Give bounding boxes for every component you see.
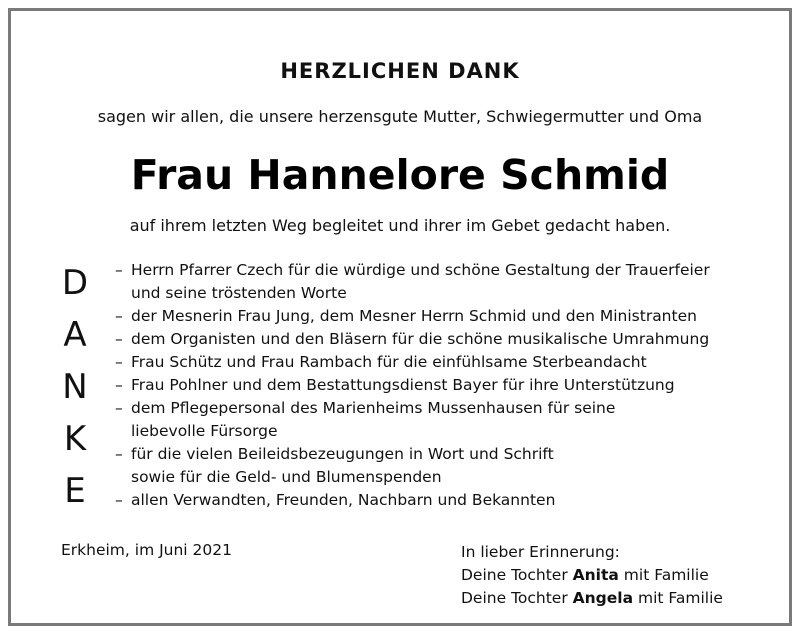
danke-letter: E bbox=[64, 471, 86, 511]
deceased-name: Frau Hannelore Schmid bbox=[130, 151, 670, 199]
danke-vertical bbox=[55, 257, 95, 517]
thanks-item: – Frau Schütz und Frau Rambach für die einfühlsame Sterbeandacht bbox=[115, 353, 647, 371]
thanks-list bbox=[115, 259, 775, 512]
signature-name: Angela bbox=[572, 589, 634, 607]
thanks-item: – Frau Pohlner und dem Bestattungsdienst Bayer für ihre Unterstützung bbox=[115, 376, 675, 394]
notice-heading: HERZLICHEN DANK bbox=[280, 59, 520, 83]
thanks-item: – dem Pflegepersonal des Marienheims Mussenhausen für seine liebevolle Fürsorge bbox=[115, 399, 616, 440]
signature-line: Deine Tochter Angela mit Familie bbox=[461, 589, 723, 607]
signature-block bbox=[461, 541, 723, 610]
place-date: Erkheim, im Juni 2021 bbox=[61, 541, 232, 559]
signature-line: Deine Tochter Anita mit Familie bbox=[461, 566, 709, 584]
thanks-item: – der Mesnerin Frau Jung, dem Mesner Herrn Schmid und den Ministranten bbox=[115, 307, 697, 325]
danke-letter: K bbox=[63, 419, 87, 459]
signature-name: Anita bbox=[572, 566, 619, 584]
thanks-item: – dem Organisten und den Bläsern für die schöne musikalische Umrahmung bbox=[115, 330, 710, 348]
signature-intro: In lieber Erinnerung: bbox=[461, 543, 620, 561]
danke-letter: N bbox=[62, 367, 88, 407]
intro-text: sagen wir allen, die unsere herzensgute Mutter, Schwiegermutter und Oma bbox=[97, 107, 703, 126]
subline-text: auf ihrem letzten Weg begleitet und ihrer im Gebet gedacht haben. bbox=[129, 216, 671, 235]
notice-frame bbox=[8, 8, 792, 626]
thanks-item: – für die vielen Beileidsbezeugungen in Wort und Schrift sowie für die Geld- und Blumenspenden bbox=[115, 445, 554, 486]
danke-letter: D bbox=[61, 263, 89, 303]
thanks-item: – Herrn Pfarrer Czech für die würdige und schöne Gestaltung der Trauerfeier und seine tröstenden Worte bbox=[115, 261, 710, 302]
thanks-item: – allen Verwandten, Freunden, Nachbarn und Bekannten bbox=[115, 491, 556, 509]
danke-letter: A bbox=[63, 315, 87, 355]
